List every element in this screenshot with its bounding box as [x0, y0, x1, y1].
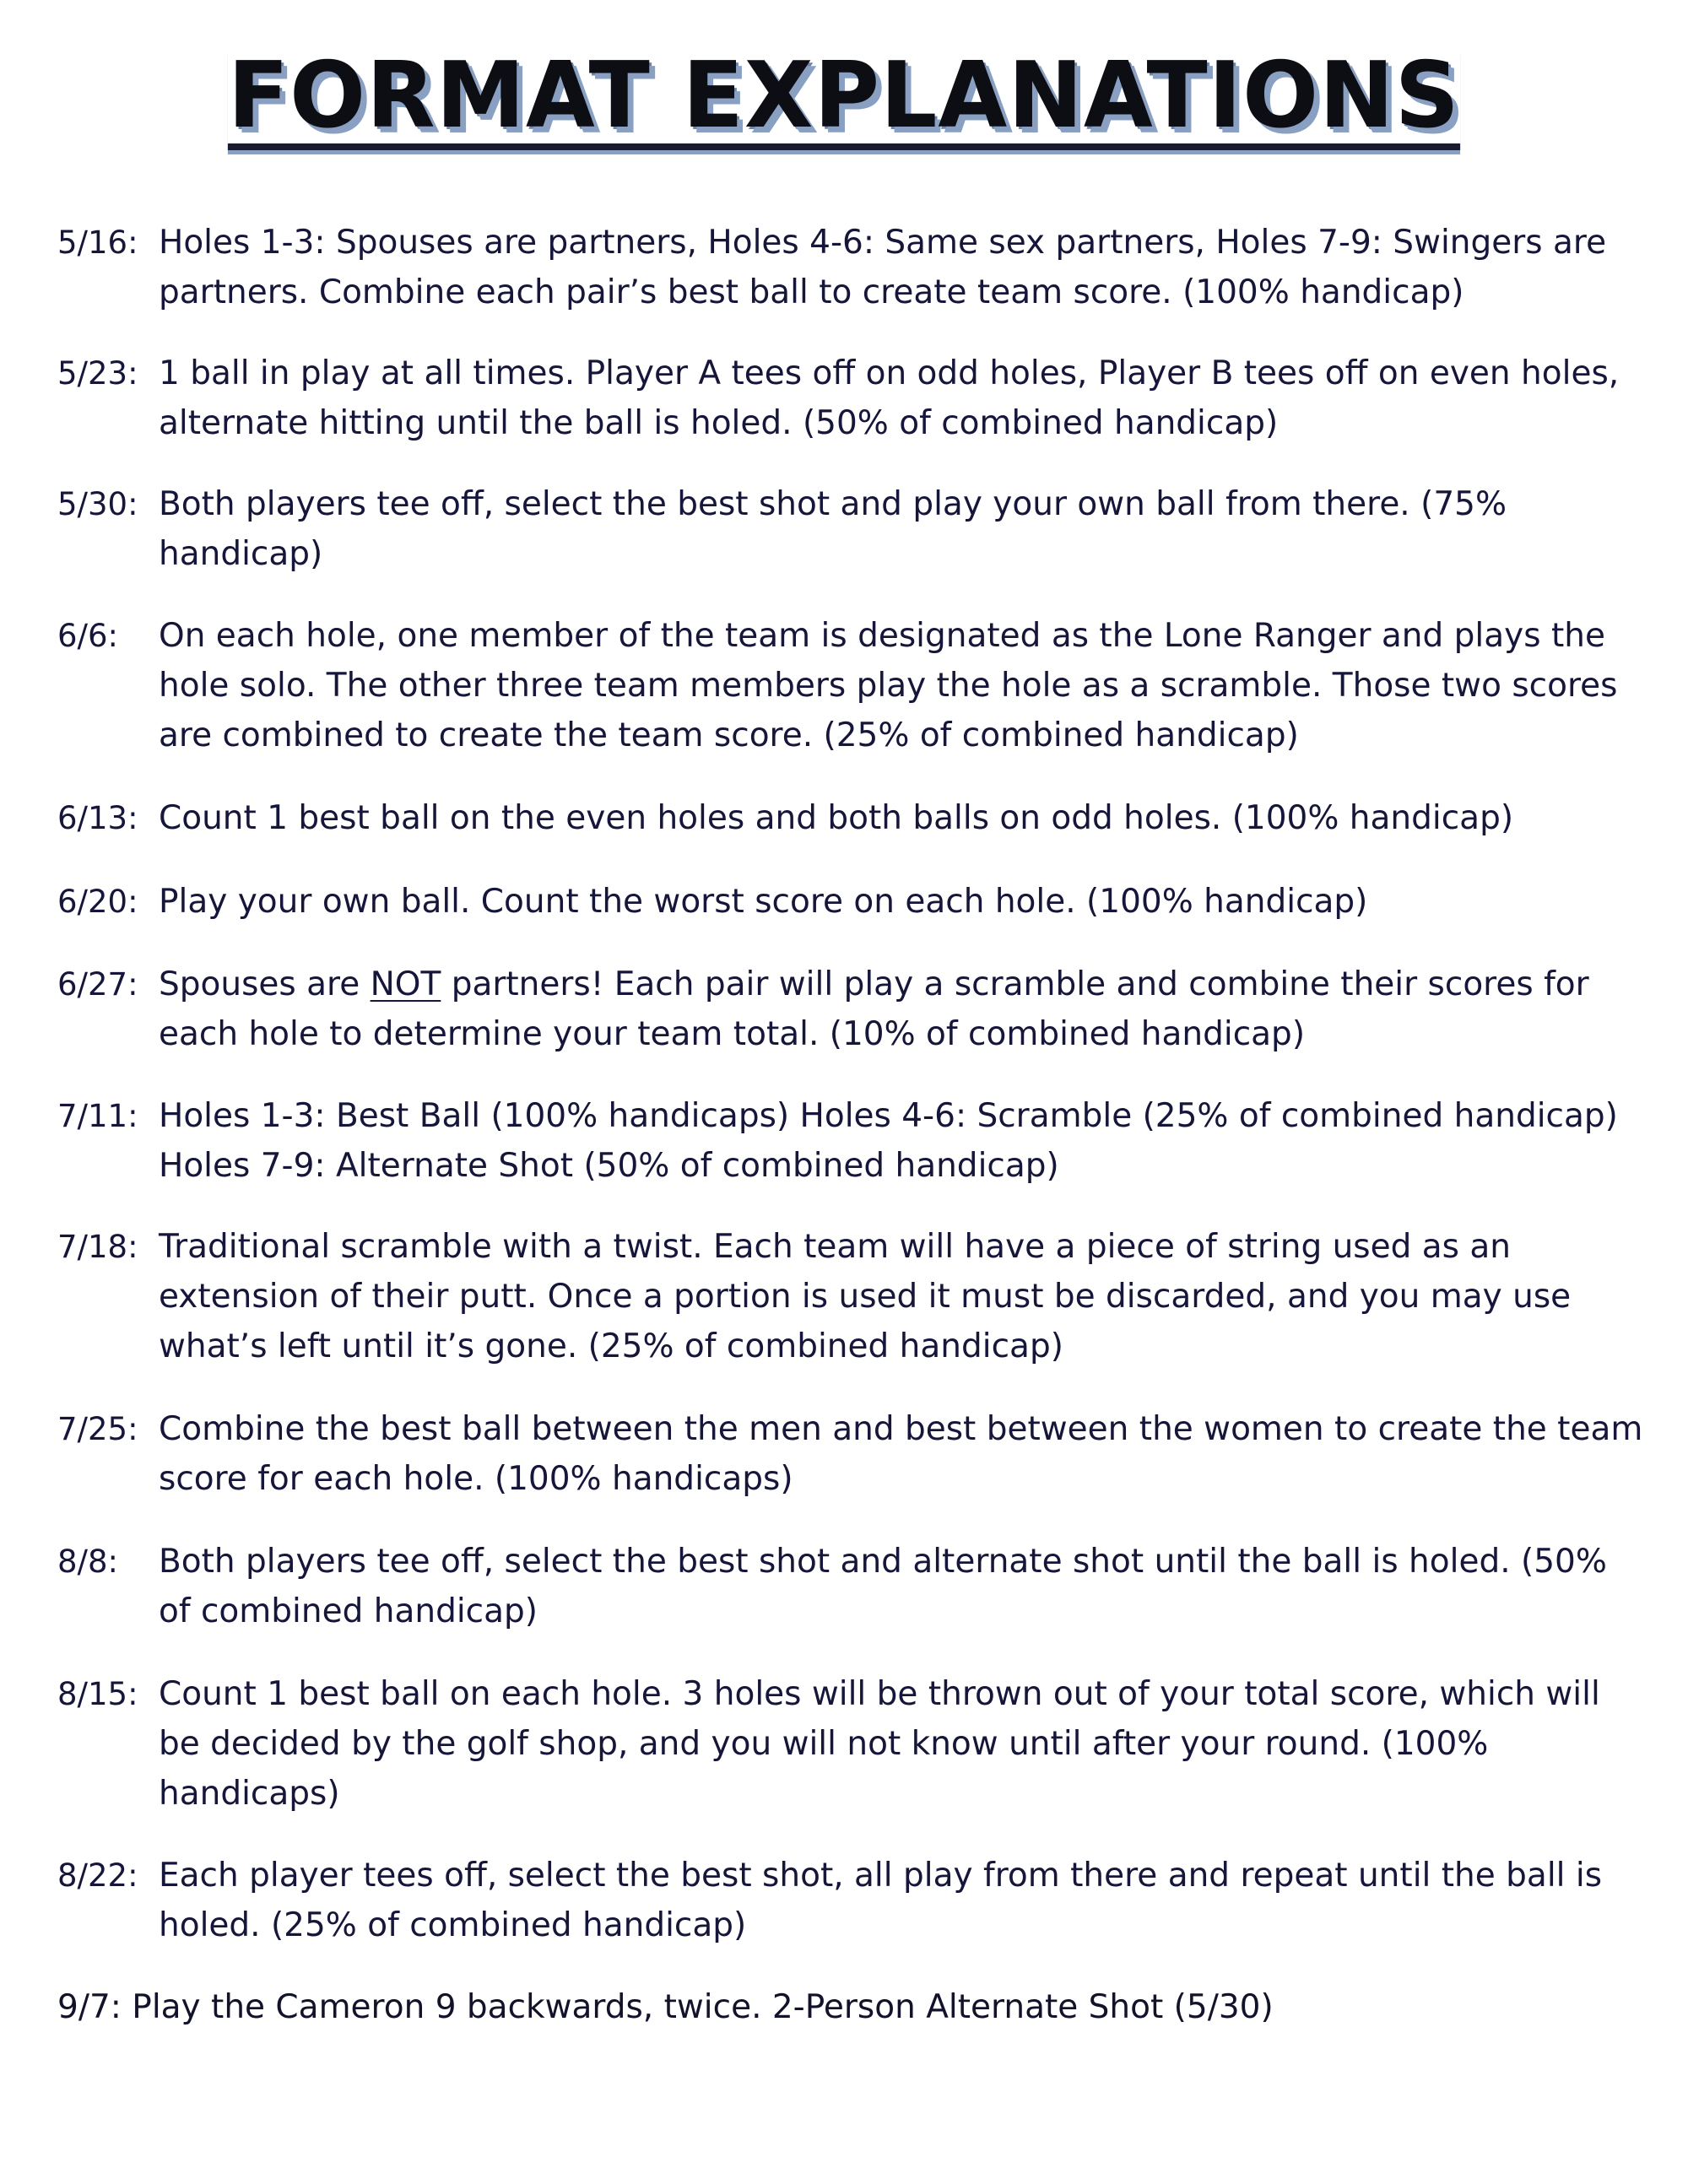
entry-date: 6/6:	[57, 618, 119, 654]
format-list	[57, 218, 1644, 2064]
entry-date: 6/20:	[57, 884, 138, 920]
entry-text	[159, 960, 1644, 1059]
entry-text: Both players tee off, select the best shot and play your own ball from there. (75% handicap)	[159, 485, 1507, 573]
entry-date: 5/16:	[57, 224, 138, 261]
entry-date: 5/23:	[57, 355, 138, 392]
format-entry	[57, 479, 1644, 579]
entry-date: 6/27:	[57, 966, 138, 1003]
entry-date: 8/22:	[57, 1857, 138, 1894]
entry-text: Count 1 best ball on the even holes and both balls on odd holes. (100% handicap)	[159, 799, 1514, 837]
format-entry	[57, 1091, 1644, 1191]
format-entry	[57, 349, 1644, 448]
entry-text: Traditional scramble with a twist. Each team will have a piece of string used as an extension of their putt. Once a portion is used it must be discarded, and you may use what’s left until it’s gone. (25% of combined handicap)	[159, 1228, 1572, 1365]
format-entry	[57, 960, 1644, 1059]
format-entry	[57, 1404, 1644, 1504]
entry-date: 7/18:	[57, 1229, 138, 1265]
emphasis-underlined: NOT	[370, 965, 441, 1003]
entry-text-part: partners! Each pair will play a scramble and combine their scores for each hole to determine your team total. (10% of combined handicap)	[159, 965, 1589, 1053]
format-entry	[57, 1537, 1644, 1636]
entry-text: Combine the best ball between the men and best between the women to create the team score for each hole. (100% handicaps)	[159, 1410, 1643, 1498]
entry-text: Holes 1-3: Spouses are partners, Holes 4-6: Same sex partners, Holes 7-9: Swingers are partners. Combine each pair’s best ball to create team score. (100% handicap)	[159, 224, 1607, 311]
final-entry: 9/7: Play the Cameron 9 backwards, twice. 2-Person Alternate Shot (5/30)	[57, 1988, 1274, 2026]
entry-text: Both players tee off, select the best shot and alternate shot until the ball is holed. (50% of combined handicap)	[159, 1543, 1607, 1630]
entry-date: 8/15:	[57, 1676, 138, 1712]
entry-date: 8/8:	[57, 1543, 119, 1580]
entry-text: Each player tees off, select the best shot, all play from there and repeat until the ball is holed. (25% of combined handicap)	[159, 1857, 1603, 1944]
entry-text: Play your own ball. Count the worst score on each hole. (100% handicap)	[159, 883, 1368, 921]
entry-date: 6/13:	[57, 800, 138, 836]
entry-text: 1 ball in play at all times. Player A tees off on odd holes, Player B tees off on even holes, alternate hitting until the ball is holed. (50% of combined handicap)	[159, 354, 1620, 442]
entry-text-part: Spouses are	[159, 965, 371, 1003]
title-container	[0, 43, 1688, 150]
format-entry	[57, 1669, 1644, 1819]
entry-date: 7/25:	[57, 1411, 138, 1447]
page-title: FORMAT EXPLANATIONS	[228, 43, 1460, 149]
entry-text: Holes 1-3: Best Ball (100% handicaps) Holes 4-6: Scramble (25% of combined handicap) Holes 7-9: Alternate Shot (50% of combined handicap)	[159, 1097, 1618, 1185]
entry-date: 7/11:	[57, 1098, 138, 1134]
format-entry	[57, 1851, 1644, 1950]
entry-text: On each hole, one member of the team is designated as the Lone Ranger and plays the hole solo. The other three team members play the hole as a scramble. Those two scores are combined to create the team score. (25% of combined handicap)	[159, 617, 1618, 754]
format-entry	[57, 877, 1644, 927]
entry-date: 5/30:	[57, 486, 138, 522]
format-entry	[57, 793, 1644, 843]
format-entry	[57, 1222, 1644, 1371]
format-entry	[57, 611, 1644, 760]
entry-text: Count 1 best ball on each hole. 3 holes will be thrown out of your total score, which will be decided by the golf shop, and you will not know until after your round. (100% handicaps)	[159, 1675, 1600, 1813]
format-entry	[57, 218, 1644, 317]
